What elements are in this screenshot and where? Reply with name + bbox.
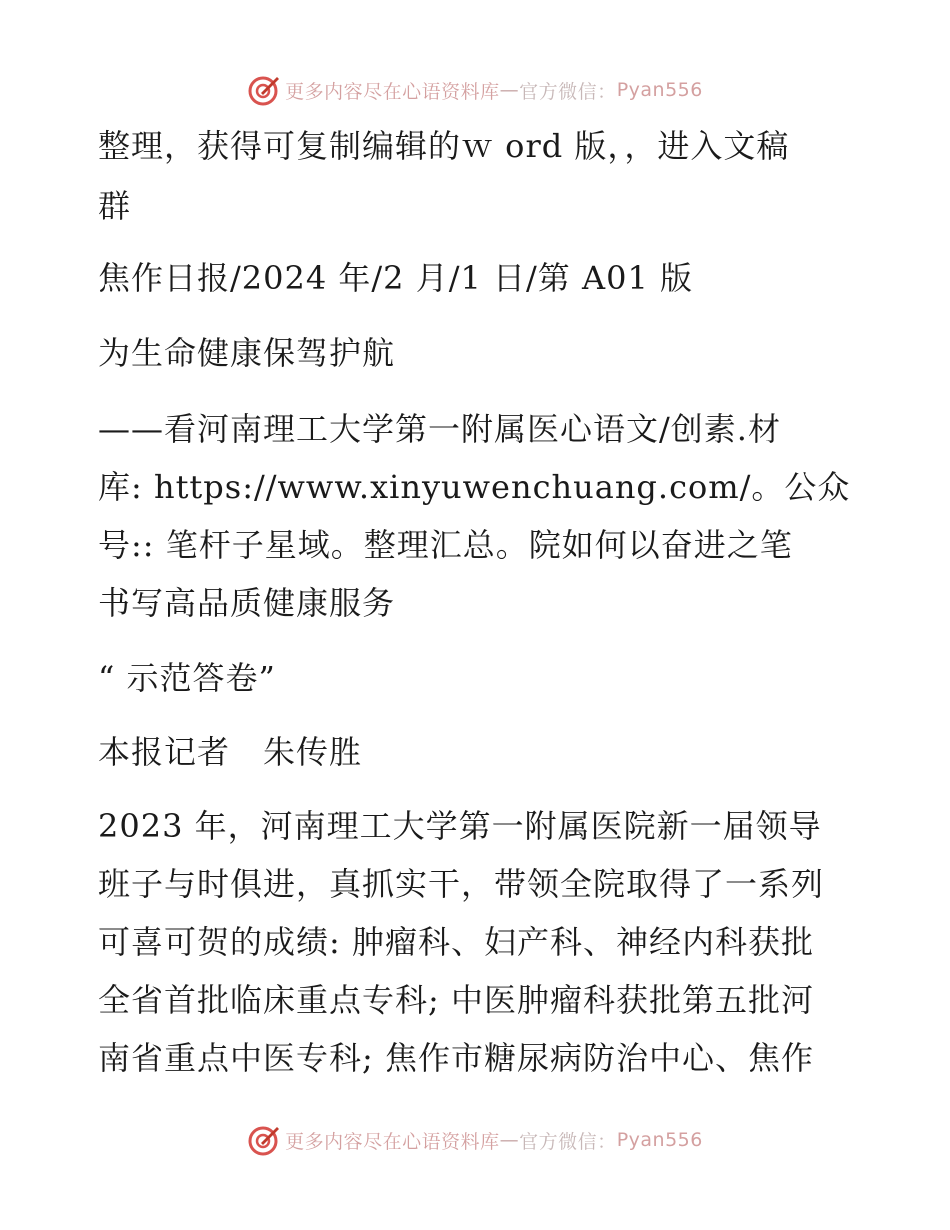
text-line: 库: https://www.xinyuwenchuang.com/。公众 bbox=[98, 468, 851, 506]
banner-wechat-id: Pyan556 bbox=[616, 1129, 703, 1151]
text-line: 号:: 笔杆子星域。整理汇总。院如何以奋进之笔 bbox=[98, 526, 793, 564]
banner-dash: — bbox=[499, 1129, 520, 1151]
text-line: “ 示范答卷” bbox=[98, 659, 276, 697]
text-line: 书写高品质健康服务 bbox=[98, 584, 396, 622]
banner-wechat-id: Pyan556 bbox=[616, 79, 703, 101]
text-line: 班子与时俱进，真抓实干，带领全院取得了一系列 bbox=[98, 865, 825, 903]
banner-text: 更多内容尽在心语资料库 bbox=[285, 80, 500, 103]
text-line: 可喜可贺的成绩: 肿瘤科、妇产科、神经内科获批 bbox=[98, 923, 814, 961]
banner-wechat-label: 官方微信： bbox=[519, 80, 617, 103]
banner-wechat-label: 官方微信： bbox=[519, 1130, 617, 1153]
text-line: 为生命健康保驾护航 bbox=[98, 334, 396, 372]
banner-text: 更多内容尽在心语资料库 bbox=[285, 1130, 500, 1153]
logo-icon bbox=[247, 1123, 281, 1157]
text-line: 南省重点中医专科; 焦作市糖尿病防治中心、焦作 bbox=[98, 1039, 814, 1077]
text-line: 焦作日报/2024 年/2 月/1 日/第 A01 版 bbox=[98, 259, 693, 297]
text-line: 2023 年，河南理工大学第一附属医院新一届领导 bbox=[98, 807, 822, 845]
footer-watermark bbox=[0, 1120, 950, 1160]
banner-dash: — bbox=[499, 79, 520, 101]
text-line: 全省首批临床重点专科; 中医肿瘤科获批第五批河 bbox=[98, 981, 814, 1019]
text-line: 群 bbox=[98, 187, 132, 225]
text-line: 整理，获得可复制编辑的ｗ ord 版，，进入文稿 bbox=[98, 127, 790, 165]
text-line: 本报记者 朱传胜 bbox=[98, 733, 363, 771]
text-line: ——看河南理工大学第一附属医心语文/创素.材 bbox=[98, 410, 781, 448]
